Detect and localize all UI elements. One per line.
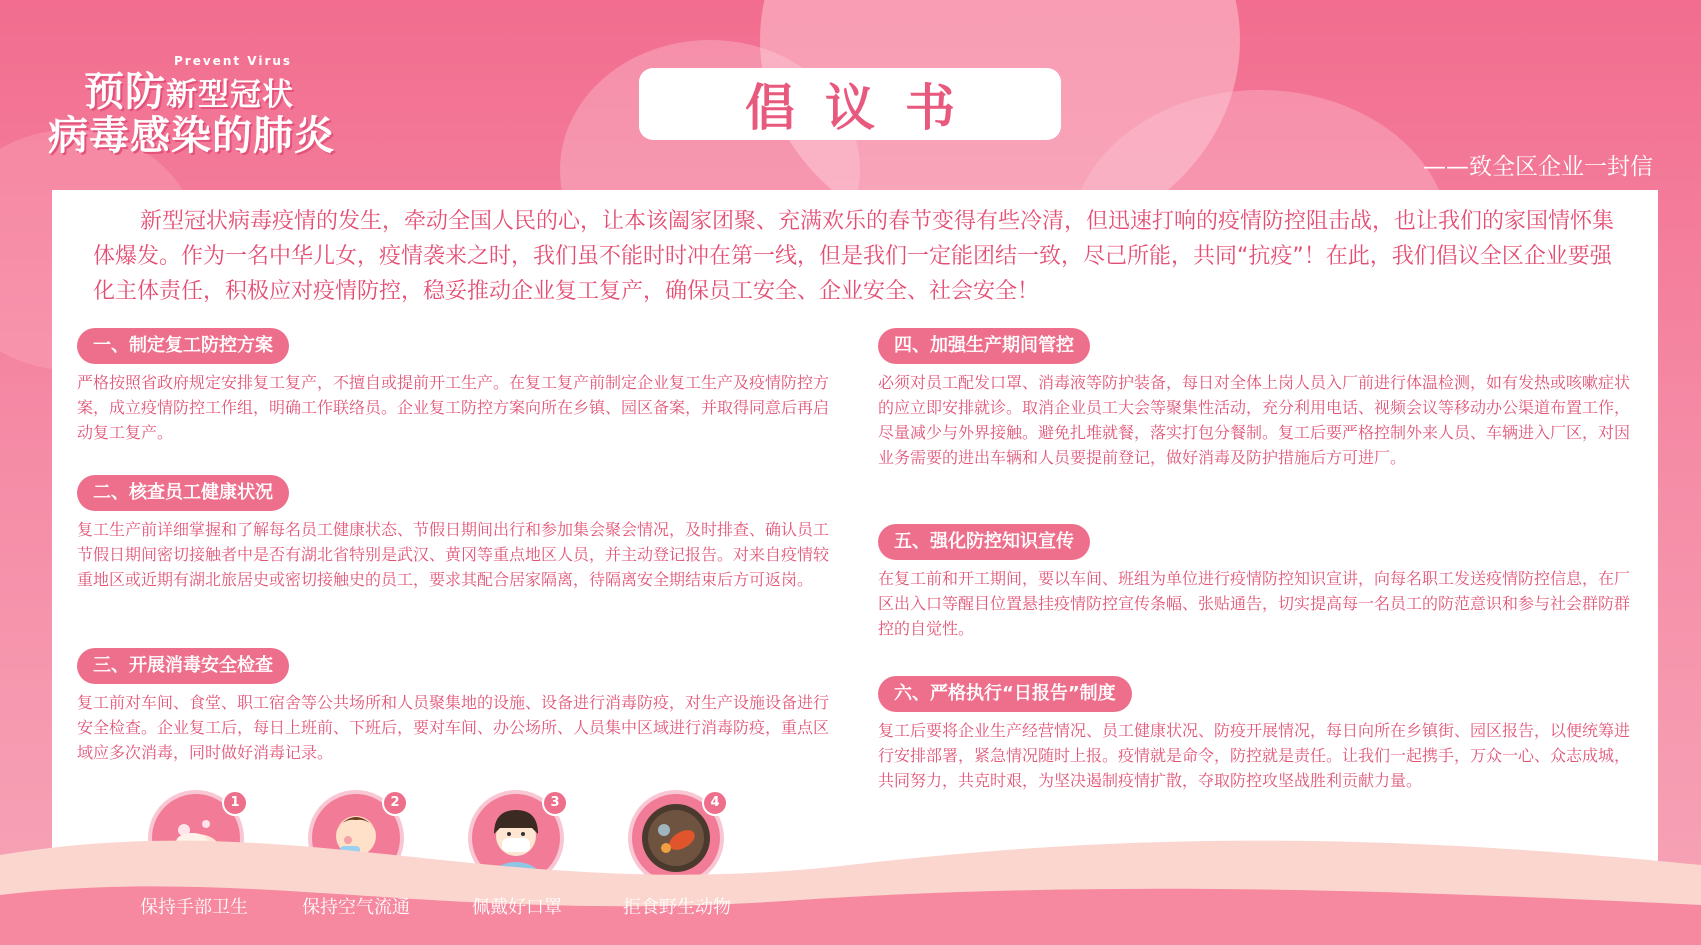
tips-captions [0,893,900,923]
section-heading: 六、严格执行“日报告”制度 [878,676,1132,712]
section-1 [77,328,833,445]
section-3 [77,648,833,765]
tip-number: 2 [382,790,408,816]
tip-label: 保持手部卫生 [140,897,248,918]
section-6 [878,676,1638,793]
section-heading: 五、强化防控知识宣传 [878,524,1090,560]
section-body: 必须对员工配发口罩、消毒液等防护装备，每日对全体上岗人员入厂前进行体温检测，如有发热或咳嗽症状的应立即安排就诊。取消企业员工大会等聚集性活动，充分利用电话、视频会议等移动办公渠道布置工作，尽量减少与外界接触。避免扎堆就餐，落实打包分餐制。复工后要严格控制外来人员、车辆进入厂区，对因业务需要的进出车辆和人员要提前登记，做好消毒及防护措施后方可进厂。 [878,373,1631,467]
section-body: 在复工前和开工期间，要以车间、班组为单位进行疫情防控知识宣讲，向每名职工发送疫情防控信息，在厂区出入口等醒目位置悬挂疫情防控宣传条幅、张贴通告，切实提高每一名员工的防范意识和参与社会群防群控的自觉性。 [878,569,1631,638]
logo-line2: 病毒感染的肺炎 [48,113,335,159]
logo-english: Prevent Virus [174,54,293,68]
section-body: 复工后要将企业生产经营情况、员工健康状况、防疫开展情况，每日向所在乡镇街、园区报告，以便统筹进行安排部署，紧急情况随时上报。疫情就是命令，防控就是责任。让我们一起携手，万众一心、众志成城，共同努力，共克时艰，为坚决遏制疫情扩散，夺取防控攻坚战胜利贡献力量。 [878,721,1631,790]
title-box [639,68,1061,140]
section-heading: 四、加强生产期间管控 [878,328,1090,364]
section-body: 复工前对车间、食堂、职工宿舍等公共场所和人员聚集地的设施、设备进行消毒防疫，对生产设施设备进行安全检查。企业复工后，每日上班前、下班后，要对车间、办公场所、人员集中区域进行消毒防疫，重点区域应多次消毒，同时做好消毒记录。 [77,693,830,762]
logo-line1-big: 预防 [84,69,166,115]
subtitle: ——致全区企业一封信 [1423,154,1653,180]
section-heading: 二、核查员工健康状况 [77,475,289,511]
logo-line1-small: 新型冠状 [166,77,294,113]
tip-label: 拒食野生动物 [623,897,731,918]
content-card [52,190,1658,890]
tip-label: 保持空气流通 [302,897,410,918]
section-2 [77,475,833,592]
section-heading: 一、制定复工防控方案 [77,328,289,364]
section-heading: 三、开展消毒安全检查 [77,648,289,684]
section-body: 复工生产前详细掌握和了解每名员工健康状态、节假日期间出行和参加集会聚会情况，及时排查、确认员工节假日期间密切接触者中是否有湖北省特别是武汉、黄冈等重点地区人员，并主动登记报告。对来自疫情较重地区或近期有湖北旅居史或密切接触史的员工，要求其配合居家隔离，待隔离安全期结束后方可返岗。 [77,520,830,589]
tip-number: 3 [542,790,568,816]
tip-number: 1 [222,790,248,816]
page-title: 倡议书 [745,79,985,137]
intro-paragraph: 新型冠状病毒疫情的发生，牵动全国人民的心，让本该阖家团聚、充满欢乐的春节变得有些冷清，但迅速打响的疫情防控阻击战，也让我们的家国情怀集体爆发。作为一名中华儿女，疫情袭来之时，我们虽不能时时冲在第一线，但是我们一定能团结一致，尽己所能，共同“抗疫”！在此，我们倡议全区企业要强化主体责任，积极应对疫情防控，稳妥推动企业复工复产，确保员工安全、企业安全、社会安全！ [93,209,1615,304]
tip-label: 佩戴好口罩 [472,897,562,918]
tip-number: 4 [702,790,728,816]
section-body: 严格按照省政府规定安排复工复产，不擅自或提前开工生产。在复工复产前制定企业复工生产及疫情防控方案，成立疫情防控工作组，明确工作联络员。企业复工防控方案向所在乡镇、园区备案，并取得同意后再启动复工复产。 [77,373,830,442]
section-5 [878,524,1638,641]
section-4 [878,328,1638,470]
